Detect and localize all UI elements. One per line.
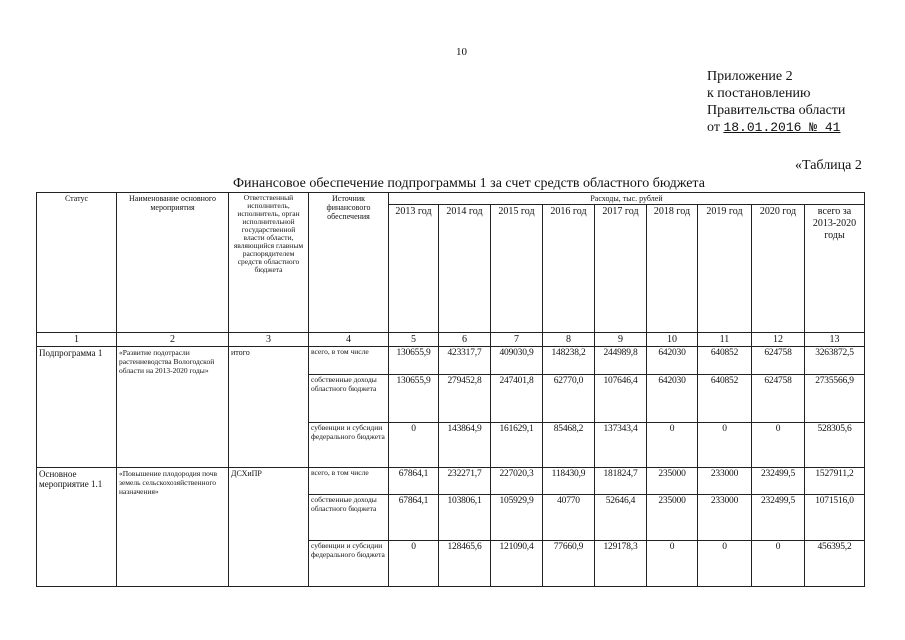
column-number: 2 xyxy=(117,333,229,347)
column-number: 1 xyxy=(37,333,117,347)
column-number: 11 xyxy=(698,333,752,347)
column-number: 4 xyxy=(309,333,389,347)
value-cell: 161629,1 xyxy=(491,423,543,468)
value-cell: 105929,9 xyxy=(491,495,543,541)
value-cell: 232271,7 xyxy=(439,468,491,495)
header-year: 2017 год xyxy=(595,205,647,333)
value-cell: 640852 xyxy=(698,347,752,375)
total-cell: 2735566,9 xyxy=(805,375,865,423)
value-cell: 103806,1 xyxy=(439,495,491,541)
total-cell: 456395,2 xyxy=(805,541,865,587)
total-cell: 3263872,5 xyxy=(805,347,865,375)
header-source: Источник финансового обеспечения xyxy=(309,193,389,333)
total-cell: 1527911,2 xyxy=(805,468,865,495)
column-number: 7 xyxy=(491,333,543,347)
header-year-total: всего за 2013-2020 годы xyxy=(805,205,865,333)
value-cell: 624758 xyxy=(752,375,805,423)
appendix-line-3: Правительства области xyxy=(707,103,846,118)
value-cell: 128465,6 xyxy=(439,541,491,587)
header-year: 2013 год xyxy=(389,205,439,333)
source-cell: субвенции и субсидии федерального бюджета xyxy=(309,423,389,468)
page-number: 10 xyxy=(456,46,467,58)
value-cell: 77660,9 xyxy=(543,541,595,587)
program-name-cell: «Повышение плодородия почв земель сельскохозяйственного назначения» xyxy=(117,468,229,587)
value-cell: 235000 xyxy=(647,495,698,541)
header-responsible: Ответственный исполнитель, исполнитель, орган исполнительной государственной власти области, являющийся главным распорядителем средств областного бюджета xyxy=(229,193,309,333)
status-cell: Подпрограмма 1 xyxy=(37,347,117,468)
source-cell: собственные доходы областного бюджета xyxy=(309,375,389,423)
table-label: «Таблица 2 xyxy=(795,158,862,173)
appendix-block xyxy=(707,68,845,136)
table-row xyxy=(37,468,865,495)
value-cell: 129178,3 xyxy=(595,541,647,587)
header-status: Статус xyxy=(37,193,117,333)
value-cell: 0 xyxy=(698,423,752,468)
header-year: 2014 год xyxy=(439,205,491,333)
value-cell: 423317,7 xyxy=(439,347,491,375)
value-cell: 642030 xyxy=(647,347,698,375)
header-year: 2018 год xyxy=(647,205,698,333)
value-cell: 148238,2 xyxy=(543,347,595,375)
value-cell: 409030,9 xyxy=(491,347,543,375)
table-row xyxy=(37,347,865,375)
value-cell: 232499,5 xyxy=(752,495,805,541)
total-cell: 528305,6 xyxy=(805,423,865,468)
header-expenses: Расходы, тыс. рублей xyxy=(389,193,865,205)
value-cell: 640852 xyxy=(698,375,752,423)
column-number-row xyxy=(37,333,865,347)
date-prefix: от xyxy=(707,120,720,135)
value-cell: 233000 xyxy=(698,468,752,495)
document-title: Финансовое обеспечение подпрограммы 1 за счет средств областного бюджета xyxy=(233,176,705,191)
header-year: 2020 год xyxy=(752,205,805,333)
decree-number: 18.01.2016 № 41 xyxy=(723,120,841,135)
value-cell: 0 xyxy=(752,541,805,587)
value-cell: 118430,9 xyxy=(543,468,595,495)
value-cell: 0 xyxy=(389,541,439,587)
value-cell: 40770 xyxy=(543,495,595,541)
value-cell: 62770,0 xyxy=(543,375,595,423)
financing-table xyxy=(36,192,865,587)
value-cell: 181824,7 xyxy=(595,468,647,495)
source-cell: субвенции и субсидии федерального бюджета xyxy=(309,541,389,587)
appendix-line-1: Приложение 2 xyxy=(707,69,793,84)
appendix-line-4 xyxy=(707,119,845,136)
value-cell: 67864,1 xyxy=(389,495,439,541)
header-year: 2016 год xyxy=(543,205,595,333)
column-number: 6 xyxy=(439,333,491,347)
column-number: 10 xyxy=(647,333,698,347)
value-cell: 642030 xyxy=(647,375,698,423)
value-cell: 143864,9 xyxy=(439,423,491,468)
appendix-line-2: к постановлению xyxy=(707,86,811,101)
column-number: 9 xyxy=(595,333,647,347)
column-number: 12 xyxy=(752,333,805,347)
value-cell: 130655,9 xyxy=(389,347,439,375)
value-cell: 137343,4 xyxy=(595,423,647,468)
column-number: 8 xyxy=(543,333,595,347)
value-cell: 130655,9 xyxy=(389,375,439,423)
value-cell: 232499,5 xyxy=(752,468,805,495)
value-cell: 247401,8 xyxy=(491,375,543,423)
value-cell: 0 xyxy=(698,541,752,587)
source-cell: всего, в том числе xyxy=(309,468,389,495)
responsible-cell: итого xyxy=(229,347,309,468)
value-cell: 227020,3 xyxy=(491,468,543,495)
value-cell: 233000 xyxy=(698,495,752,541)
header-year: 2015 год xyxy=(491,205,543,333)
header-name: Наименование основного мероприятия xyxy=(117,193,229,333)
status-cell: Основное мероприятие 1.1 xyxy=(37,468,117,587)
responsible-cell: ДСХиПР xyxy=(229,468,309,587)
value-cell: 52646,4 xyxy=(595,495,647,541)
header-year: 2019 год xyxy=(698,205,752,333)
value-cell: 67864,1 xyxy=(389,468,439,495)
value-cell: 121090,4 xyxy=(491,541,543,587)
program-name-cell: «Развитие подотрасли растениеводства Вологодской области на 2013-2020 годы» xyxy=(117,347,229,468)
source-cell: собственные доходы областного бюджета xyxy=(309,495,389,541)
value-cell: 244989,8 xyxy=(595,347,647,375)
total-cell: 1071516,0 xyxy=(805,495,865,541)
column-number: 5 xyxy=(389,333,439,347)
value-cell: 107646,4 xyxy=(595,375,647,423)
value-cell: 0 xyxy=(752,423,805,468)
value-cell: 0 xyxy=(389,423,439,468)
value-cell: 624758 xyxy=(752,347,805,375)
column-number: 13 xyxy=(805,333,865,347)
value-cell: 279452,8 xyxy=(439,375,491,423)
source-cell: всего, в том числе xyxy=(309,347,389,375)
value-cell: 235000 xyxy=(647,468,698,495)
column-number: 3 xyxy=(229,333,309,347)
value-cell: 0 xyxy=(647,423,698,468)
value-cell: 0 xyxy=(647,541,698,587)
value-cell: 85468,2 xyxy=(543,423,595,468)
